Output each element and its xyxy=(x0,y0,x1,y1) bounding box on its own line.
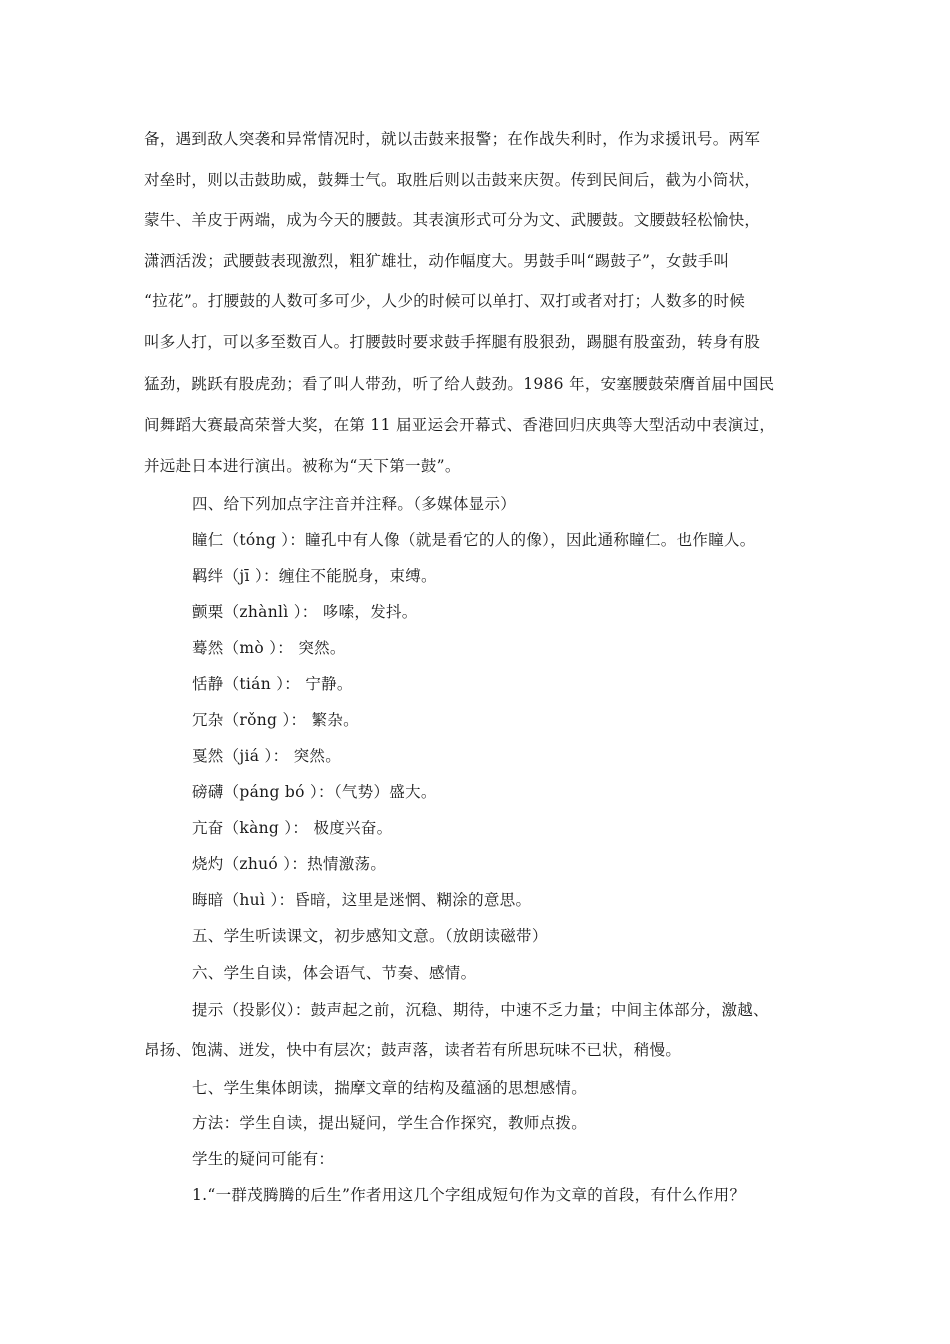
text-line: 潇洒活泼；武腰鼓表现激烈，粗犷雄壮，动作幅度大。男鼓手叫“踢鼓子”，女鼓手叫 xyxy=(144,252,730,270)
vocab-item: 蓦然（mò ）： 突然。 xyxy=(192,639,346,657)
text-line: 昂扬、饱满、迸发，快中有层次；鼓声落，读者若有所思玩味不已状，稍慢。 xyxy=(144,1041,682,1059)
vocab-item: 烧灼（zhuó ）：热情激荡。 xyxy=(192,855,387,873)
vocab-item: 羁绊（jī ）：缠住不能脱身，束缚。 xyxy=(192,567,437,585)
text-line: 并远赴日本进行演出。被称为“天下第一鼓”。 xyxy=(144,457,461,475)
vocab-item: 冗杂（rǒng ）： 繁杂。 xyxy=(192,711,359,729)
question-item: 1.“一群茂腾腾的后生”作者用这几个字组成短句作为文章的首段，有什么作用？ xyxy=(192,1186,746,1204)
text-line: “拉花”。打腰鼓的人数可多可少，人少的时候可以单打、双打或者对打；人数多的时候 xyxy=(144,292,746,310)
section-heading-4: 四、给下列加点字注音并注释。（多媒体显示） xyxy=(192,495,517,513)
vocab-item: 晦暗（huì ）：昏暗，这里是迷惘、糊涂的意思。 xyxy=(192,891,532,909)
text-line: 蒙牛、羊皮于两端，成为今天的腰鼓。其表演形式可分为文、武腰鼓。文腰鼓轻松愉快， xyxy=(144,211,761,229)
text-line: 间舞蹈大赛最高荣誉大奖，在第 11 届亚运会开幕式、香港回归庆典等大型活动中表演过， xyxy=(144,416,776,434)
questions-intro: 学生的疑问可能有： xyxy=(192,1150,335,1168)
text-line: 备，遇到敌人突袭和异常情况时，就以击鼓来报警；在作战失利时，作为求援讯号。两军 xyxy=(144,130,761,148)
section-heading-6: 六、学生自读，体会语气、节奏、感情。 xyxy=(192,964,477,982)
method-text: 方法：学生自读，提出疑问，学生合作探究，教师点拨。 xyxy=(192,1114,588,1132)
vocab-item: 恬静（tián ）： 宁静。 xyxy=(192,675,353,693)
section-heading-5: 五、学生听读课文，初步感知文意。（放朗读磁带） xyxy=(192,927,548,945)
vocab-item: 瞳仁（tóng ）：瞳孔中有人像（就是看它的人的像），因此通称瞳仁。也作瞳人。 xyxy=(192,531,756,549)
vocab-item: 颤栗（zhànlì ）： 哆嗦，发抖。 xyxy=(192,603,418,621)
text-line: 提示（投影仪）：鼓声起之前，沉稳、期待，中速不乏力量；中间主体部分，激越、 xyxy=(192,1001,769,1019)
section-heading-7: 七、学生集体朗读，揣摩文章的结构及蕴涵的思想感情。 xyxy=(192,1079,588,1097)
vocab-item: 亢奋（kàng ）： 极度兴奋。 xyxy=(192,819,393,837)
vocab-item: 磅礴（páng bó ）：（气势）盛大。 xyxy=(192,783,437,801)
text-line: 猛劲，跳跃有股虎劲；看了叫人带劲，听了给人鼓劲。1986 年，安塞腰鼓荣膺首届中国民 xyxy=(144,375,775,393)
text-line: 叫多人打，可以多至数百人。打腰鼓时要求鼓手挥腿有股狠劲，踢腿有股蛮劲，转身有股 xyxy=(144,333,761,351)
text-line: 对垒时，则以击鼓助威，鼓舞士气。取胜后则以击鼓来庆贺。传到民间后，截为小筒状， xyxy=(144,171,761,189)
vocab-item: 戛然（jiá ）： 突然。 xyxy=(192,747,342,765)
